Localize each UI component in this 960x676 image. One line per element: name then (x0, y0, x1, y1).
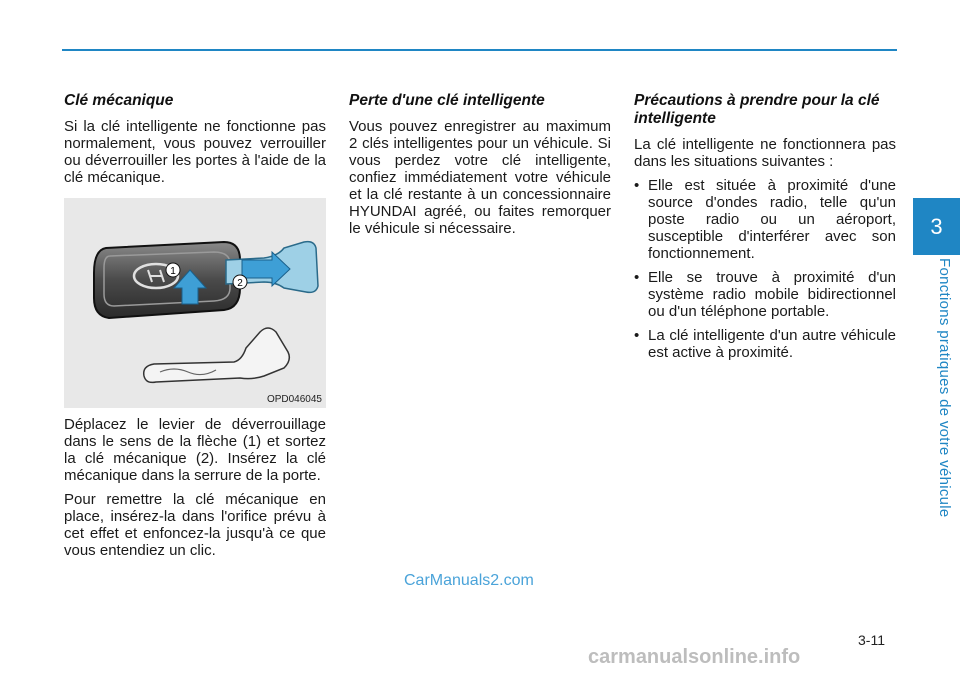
column-mechanical-key (64, 92, 326, 566)
paragraph: Déplacez le levier de déverrouillage dans le sens de la flèche (1) et sortez la clé mécanique (2). Insérez la clé mécanique dans la serrure de la porte. (64, 416, 326, 484)
watermark-link[interactable]: CarManuals2.com (404, 572, 534, 589)
mechanical-key-blade (144, 328, 290, 382)
column-lost-key (349, 92, 611, 244)
paragraph: Pour remettre la clé mécanique en place, insérez-la dans l'orifice prévu à cet effet et enfoncez-la jusqu'à ce que vous entendiez un clic. (64, 491, 326, 559)
paragraph: La clé intelligente ne fonctionnera pas dans les situations suivantes : (634, 136, 896, 170)
chapter-tab (913, 198, 960, 255)
section-heading: Clé mécanique (64, 92, 174, 109)
watermark-footer: carmanualsonline.info (588, 646, 801, 668)
section-heading: Perte d'une clé intelligente (349, 92, 545, 109)
figure-code: OPD046045 (266, 394, 322, 405)
chapter-number: 3 (930, 214, 943, 239)
paragraph: Si la clé intelligente ne fonctionne pas normalement, vous pouvez verrouiller ou déverrouiller les portes à l'aide de la clé mécanique. (64, 118, 326, 186)
page-number: 3-11 (858, 632, 885, 648)
precautions-list (634, 177, 896, 361)
list-item: • La clé intelligente d'un autre véhicule est active à proximité. (634, 327, 896, 361)
list-item: • Elle est située à proximité d'une source d'ondes radio, telle qu'un poste radio ou un aéroport, susceptible d'interférer avec son fonctionnement. (634, 177, 896, 262)
smart-key-drawing (64, 198, 326, 408)
chapter-side-title: Fonctions pratiques de votre véhicule (936, 258, 953, 518)
section-heading: Précautions à prendre pour la clé intelligente (634, 92, 880, 127)
header-rule (62, 49, 897, 51)
paragraph: Vous pouvez enregistrer au maximum 2 clés intelligentes pour un véhicule. Si vous perdez votre clé intelligente, confiez immédiatement votre véhicule et la clé restante à un concessionnaire HYUNDAI agréé, ou faites remorquer le véhicule si nécessaire. (349, 118, 611, 237)
callout-2-label: 2 (237, 278, 243, 289)
key-illustration (64, 198, 326, 408)
callout-1-label: 1 (170, 266, 176, 277)
column-precautions (634, 92, 896, 368)
list-item: • Elle se trouve à proximité d'un système radio mobile bidirectionnel ou d'un téléphone portable. (634, 269, 896, 320)
